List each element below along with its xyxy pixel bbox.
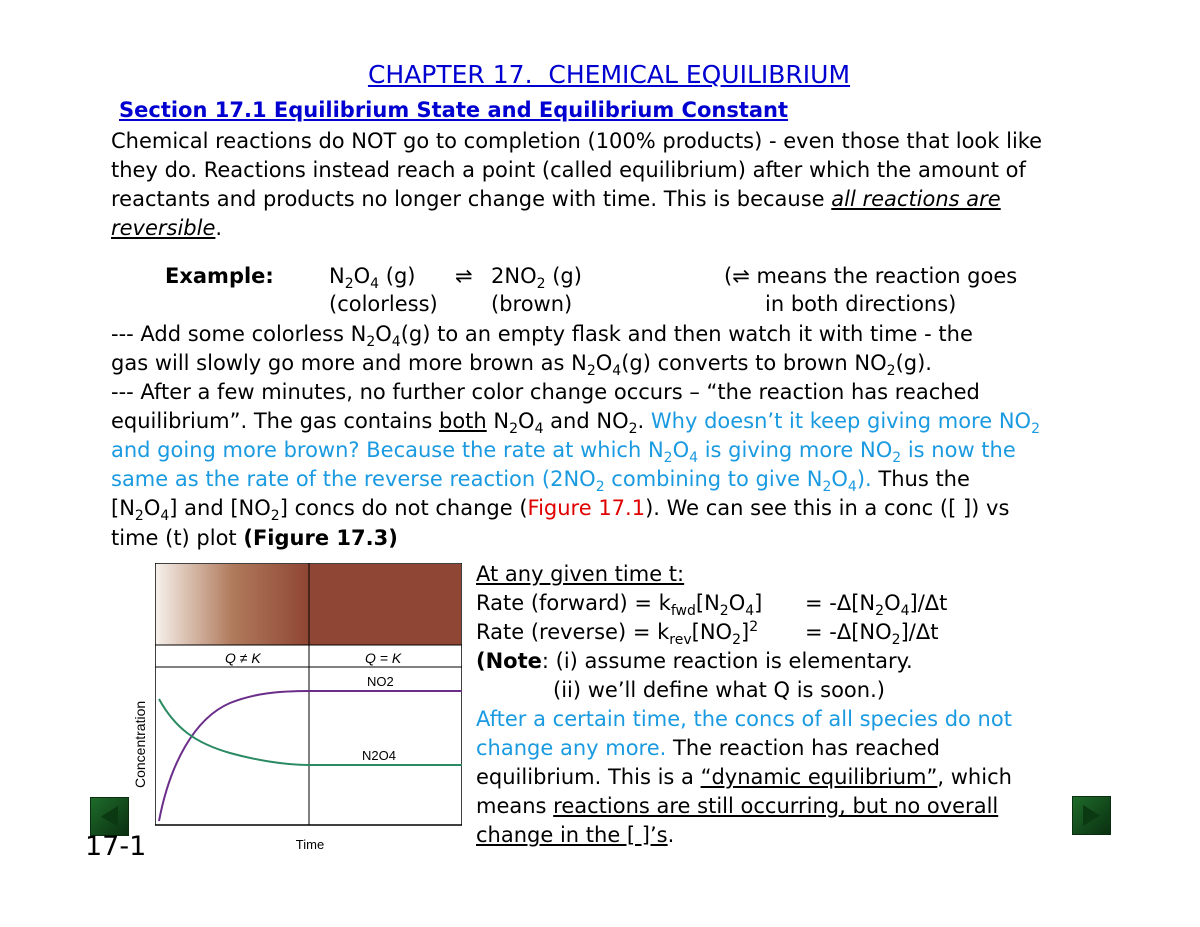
intro-line-4: reversible.	[111, 216, 223, 240]
after-line-2: change any more. The reaction has reached	[476, 736, 940, 760]
intro-line-2: they do. Reactions instead reach a point (called equilibrium) after which the amount of	[111, 158, 1026, 182]
after-line-1: After a certain time, the concs of all species do not	[476, 707, 1012, 731]
n2o4-curve-label: N2O4	[362, 748, 396, 763]
intro-line-1: Chemical reactions do NOT go to completion (100% products) - even those that look like	[111, 129, 1043, 153]
example-note-1: (⇌ means the reaction goes	[724, 264, 1018, 288]
para-line-7: $[N_2O_4]$ and $[NO_2]$ concs do not change (Figure 17.1). We can see this in a conc ([ ]) vs	[111, 496, 1010, 525]
flask-color-brown	[309, 564, 461, 645]
note-line-1: (Note: (i) assume reaction is elementary.	[476, 649, 913, 673]
arrow-left-icon	[91, 798, 128, 835]
para-line-1: --- Add some colorless $N_2O_4(g)$ to an empty flask and then watch it with time - the	[111, 322, 973, 351]
example-no2: $2NO_2$ (g)	[491, 264, 582, 293]
rate-reverse: Rate (reverse) = $k_{rev}[NO_2]^2$	[476, 619, 759, 649]
concentration-time-figure	[155, 563, 462, 858]
next-slide-button[interactable]	[1072, 796, 1111, 835]
arrow-right-icon	[1073, 797, 1110, 834]
q-eq-k-label: Q = K	[365, 650, 402, 666]
example-note-2: in both directions)	[765, 292, 957, 316]
para-line-6: same as the rate of the reverse reaction ($2NO_2$ combining to give $N_2O_4$). Thus the	[111, 467, 970, 496]
no2-curve-label: NO2	[367, 674, 394, 689]
q-neq-k-label: Q ≠ K	[225, 650, 261, 666]
example-n2o4: $N_2O_4$ (g)	[329, 264, 416, 293]
section-heading: Section 17.1 Equilibrium State and Equilibrium Constant	[119, 98, 789, 122]
right-line-1: At any given time t:	[476, 562, 685, 586]
example-no2-color: (brown)	[491, 292, 573, 316]
after-line-5: change in the [ ]’s.	[476, 823, 675, 847]
example-n2o4-color: (colorless)	[329, 292, 438, 316]
equilibrium-arrow: ⇌	[455, 264, 473, 288]
rate-reverse-eq: = $-\Delta[NO_2]/\Delta t$	[805, 620, 939, 649]
para-line-4: equilibrium”. The gas contains both $N_2O_4$ and $NO_2$. Why doesn’t it keep giving more $NO_2$	[111, 409, 1040, 438]
y-axis-label-holder: Concentration	[132, 700, 148, 788]
after-line-3: equilibrium. This is a “dynamic equilibrium”, which	[476, 765, 1012, 789]
flask-color-gradient	[156, 564, 309, 645]
x-axis-label: Time	[295, 837, 325, 852]
rate-forward: Rate (forward) = $k_{fwd}[N_2O_4]$	[476, 591, 763, 620]
page-number: 17-1	[85, 831, 147, 862]
para-line-8: time (t) plot (Figure 17.3)	[111, 526, 398, 550]
rate-forward-eq: = $-\Delta[N_2O_4]/\Delta t$	[805, 591, 948, 620]
chapter-title: CHAPTER 17. CHEMICAL EQUILIBRIUM	[367, 60, 851, 89]
after-line-4: means reactions are still occurring, but no overall	[476, 794, 999, 818]
intro-line-3: reactants and products no longer change with time. This is because all reactions are	[111, 187, 1001, 211]
figure-17-1-ref: Figure 17.1	[527, 496, 646, 520]
para-line-5: and going more brown? Because the rate at which $N_2O_4$ is giving more $NO_2$ is now the	[111, 438, 1016, 467]
para-line-2: gas will slowly go more and more brown as $N_2O_4(g)$ converts to brown $NO_2(g)$.	[111, 351, 932, 380]
example-label: Example:	[165, 264, 274, 288]
note-line-2: (ii) we’ll define what Q is soon.)	[553, 678, 885, 702]
para-line-3: --- After a few minutes, no further color change occurs – “the reaction has reached	[111, 380, 980, 404]
